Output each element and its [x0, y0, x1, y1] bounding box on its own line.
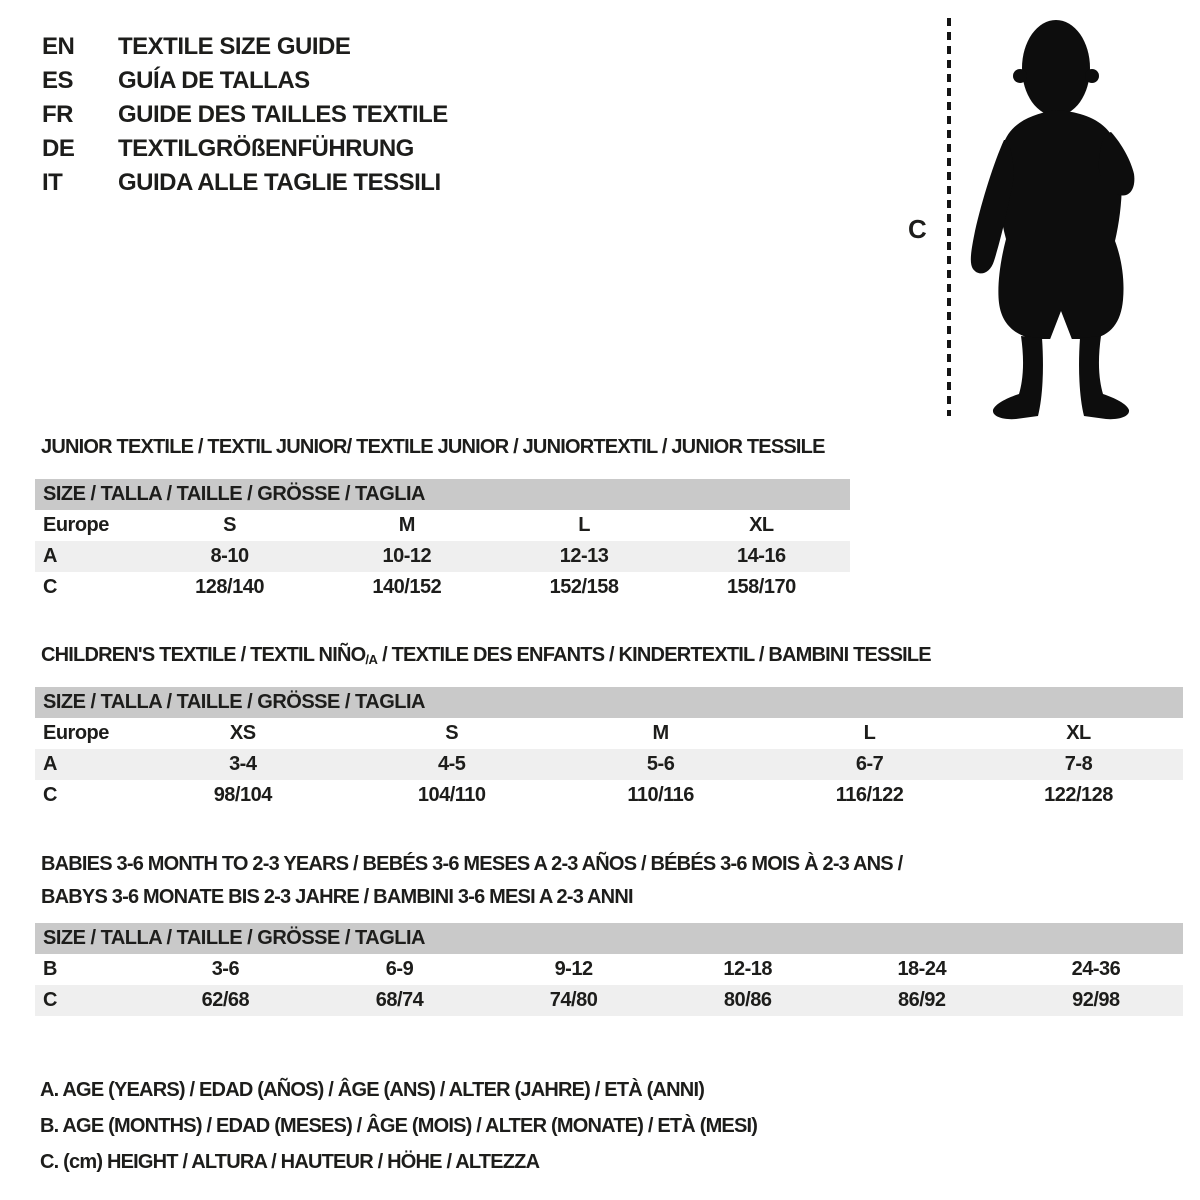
table-cell: 8-10	[210, 545, 249, 567]
lang-row-es	[42, 64, 448, 98]
children-size-header-bar: SIZE / TALLA / TAILLE / GRÖSSE / TAGLIA	[35, 687, 1183, 718]
language-title-block	[42, 30, 448, 200]
lang-title: GUIDE DES TAILLES TEXTILE	[118, 101, 448, 128]
table-row-age-months	[35, 954, 1183, 985]
table-cell: 98/104	[213, 784, 272, 806]
table-cell: 12-18	[723, 958, 772, 980]
table-row-height	[35, 572, 850, 603]
table-cell: 10-12	[382, 545, 432, 567]
table-row-age	[35, 541, 850, 572]
lang-code: EN	[42, 33, 75, 60]
babies-title-line1: BABIES 3-6 MONTH TO 2-3 YEARS / BEBÉS 3-6 MESES A 2-3 AÑOS / BÉBÉS 3-6 MOIS À 2-3 ANS /	[41, 853, 903, 875]
table-cell: XS	[229, 722, 256, 744]
legend-line-c: C. (cm) HEIGHT / ALTURA / HAUTEUR / HÖHE / ALTEZZA	[40, 1151, 540, 1173]
table-cell: 86/92	[897, 989, 946, 1011]
height-measure-label: C	[908, 214, 927, 244]
table-row-height	[35, 985, 1183, 1016]
junior-textile-section	[35, 436, 850, 603]
row-label: C	[43, 576, 57, 598]
table-cell: 152/158	[549, 576, 619, 598]
row-label: A	[43, 753, 57, 775]
children-textile-section	[35, 644, 1183, 811]
table-cell: 128/140	[195, 576, 264, 598]
table-cell: 4-5	[437, 753, 466, 775]
table-cell: 18-24	[897, 958, 947, 980]
table-row-height	[35, 780, 1183, 811]
row-label: A	[43, 545, 57, 567]
legend-line-b: B. AGE (MONTHS) / EDAD (MESES) / ÂGE (MOIS) / ALTER (MONATE) / ETÀ (MESI)	[40, 1115, 758, 1137]
babies-textile-section	[35, 848, 1183, 1016]
table-cell: 5-6	[646, 753, 675, 775]
junior-section-title: JUNIOR TEXTILE / TEXTIL JUNIOR/ TEXTILE JUNIOR / JUNIORTEXTIL / JUNIOR TESSILE	[41, 436, 825, 458]
lang-row-fr	[42, 98, 448, 132]
table-cell: 74/80	[549, 989, 598, 1011]
table-cell: 14-16	[737, 545, 786, 567]
lang-title: GUÍA DE TALLAS	[118, 67, 310, 94]
junior-size-table	[35, 510, 850, 603]
table-cell: 110/116	[627, 784, 694, 806]
row-label: Europe	[43, 514, 109, 536]
lang-row-it	[42, 166, 448, 200]
table-cell: 3-4	[229, 753, 257, 775]
table-cell: 92/98	[1072, 989, 1120, 1011]
table-cell: 6-7	[855, 753, 884, 775]
table-cell: 24-36	[1071, 958, 1121, 980]
junior-size-header-bar: SIZE / TALLA / TAILLE / GRÖSSE / TAGLIA	[35, 479, 850, 510]
table-cell: S	[445, 722, 459, 744]
table-cell: L	[578, 514, 590, 536]
table-cell: 7-8	[1064, 753, 1093, 775]
lang-code: DE	[42, 135, 75, 162]
table-cell: M	[652, 722, 669, 744]
height-measure-dashed-line	[947, 18, 951, 416]
lang-code: IT	[42, 169, 63, 196]
row-label: Europe	[43, 722, 109, 744]
table-cell: 9-12	[554, 958, 593, 980]
children-section-title: CHILDREN'S TEXTILE / TEXTIL NIÑO/A / TEXTILE DES ENFANTS / KINDERTEXTIL / BAMBINI TESSILE	[41, 644, 931, 667]
babies-title-line2: BABYS 3-6 MONATE BIS 2-3 JAHRE / BAMBINI 3-6 MESI A 2-3 ANNI	[41, 886, 633, 908]
row-label: B	[43, 958, 57, 980]
table-cell: 116/122	[835, 784, 904, 806]
table-cell: 140/152	[372, 576, 442, 598]
table-cell: 3-6	[211, 958, 240, 980]
lang-code: FR	[42, 101, 73, 128]
measurement-legend	[40, 1072, 757, 1180]
children-size-table	[35, 718, 1183, 811]
lang-title: GUIDA ALLE TAGLIE TESSILI	[118, 169, 441, 196]
table-cell: 104/110	[417, 784, 486, 806]
lang-code: ES	[42, 67, 74, 94]
table-cell: 62/68	[201, 989, 250, 1011]
table-cell: 122/128	[1044, 784, 1113, 806]
table-row-europe	[35, 510, 850, 541]
table-cell: 12-13	[559, 545, 609, 567]
lang-row-de	[42, 132, 448, 166]
title-sub-a: /A	[365, 652, 378, 667]
babies-size-header-bar: SIZE / TALLA / TAILLE / GRÖSSE / TAGLIA	[35, 923, 1183, 954]
lang-row-en	[42, 30, 448, 64]
table-cell: XL	[749, 514, 774, 536]
table-cell: M	[398, 514, 415, 536]
table-row-age	[35, 749, 1183, 780]
table-cell: 68/74	[375, 989, 424, 1011]
table-cell: XL	[1066, 722, 1091, 744]
table-cell: 6-9	[385, 958, 414, 980]
legend-line-a: A. AGE (YEARS) / EDAD (AÑOS) / ÂGE (ANS) / ALTER (JAHRE) / ETÀ (ANNI)	[40, 1079, 705, 1101]
row-label: C	[43, 989, 57, 1011]
lang-title: TEXTILE SIZE GUIDE	[118, 33, 351, 60]
baby-toddler-silhouette-icon	[963, 12, 1143, 422]
babies-section-title	[35, 848, 1183, 914]
table-row-europe	[35, 718, 1183, 749]
table-cell: S	[223, 514, 236, 536]
babies-size-table	[35, 954, 1183, 1016]
row-label: C	[43, 784, 57, 806]
table-cell: 80/86	[723, 989, 772, 1011]
lang-title: TEXTILGRÖßENFÜHRUNG	[118, 135, 414, 162]
table-cell: L	[863, 722, 876, 744]
table-cell: 158/170	[726, 576, 796, 598]
